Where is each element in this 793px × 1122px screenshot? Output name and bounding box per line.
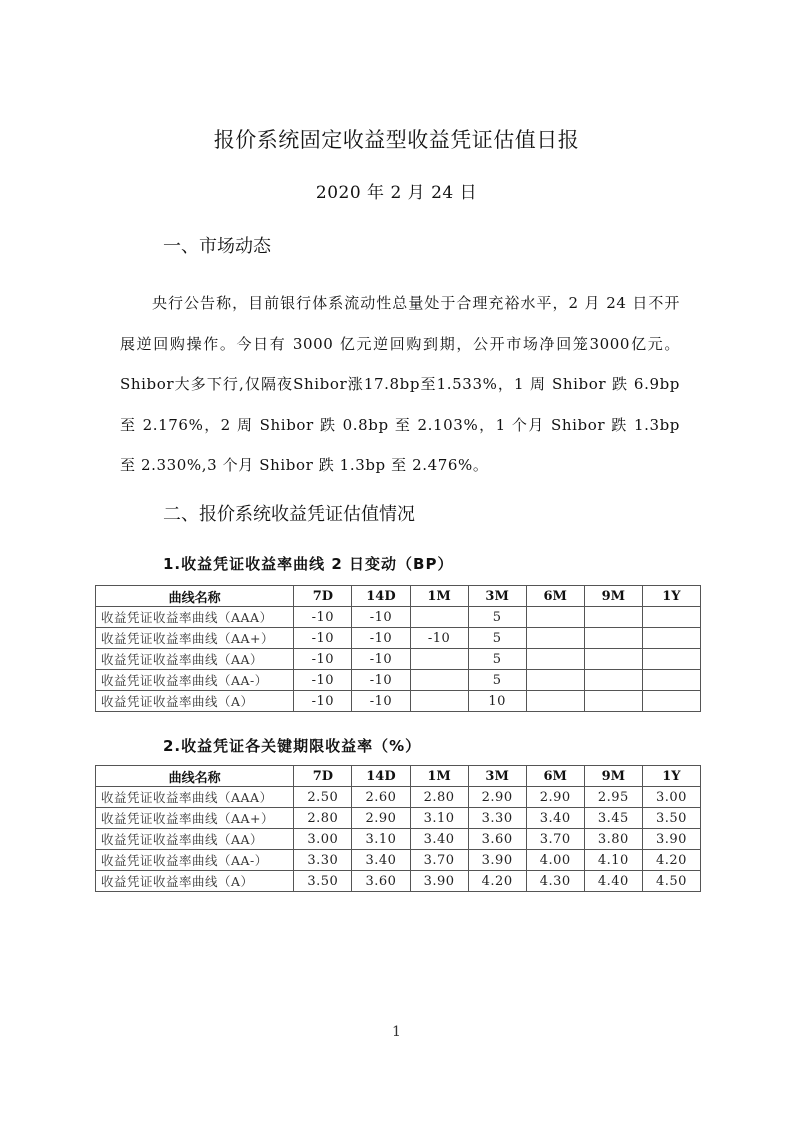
- value-cell: -10: [352, 691, 410, 712]
- column-header-3m: 3M: [468, 586, 526, 607]
- market-paragraph-text: 央行公告称，目前银行体系流动性总量处于合理充裕水平，2 月 24 日不开展逆回购操作。今日有 3000 亿元逆回购到期，公开市场净回笼3000亿元。Shibor大多下行,仅隔夜Shibor涨17.8bp至1.533%，1 周 Shibor 跌 6.9bp 至 2.176%，2 周 Shibor 跌 0.8bp 至 2.103%，1 个月 Shibor 跌 1.3bp 至 2.330%,3 个月 Shibor 跌 1.3bp 至 2.476%。: [120, 294, 680, 475]
- value-cell: 3.30: [294, 850, 352, 871]
- value-cell: -10: [410, 628, 468, 649]
- value-cell: 5: [468, 649, 526, 670]
- value-cell: 3.50: [294, 871, 352, 892]
- value-cell: 4.20: [642, 850, 700, 871]
- value-cell: 3.40: [526, 808, 584, 829]
- value-cell: [584, 607, 642, 628]
- value-cell: -10: [352, 649, 410, 670]
- value-cell: [584, 670, 642, 691]
- market-paragraph: [120, 283, 680, 486]
- value-cell: 3.10: [410, 808, 468, 829]
- table-row: [96, 691, 701, 712]
- value-cell: [642, 628, 700, 649]
- curve-name-cell: 收益凭证收益率曲线（AA）: [96, 829, 294, 850]
- table-row: [96, 628, 701, 649]
- value-cell: 10: [468, 691, 526, 712]
- table-header-row: [96, 586, 701, 607]
- value-cell: 2.80: [294, 808, 352, 829]
- value-cell: 3.00: [642, 787, 700, 808]
- curve-name-cell: 收益凭证收益率曲线（AA-）: [96, 850, 294, 871]
- table-row: [96, 670, 701, 691]
- value-cell: [584, 628, 642, 649]
- value-cell: [584, 691, 642, 712]
- value-cell: [410, 607, 468, 628]
- bp-change-table: [95, 585, 701, 712]
- table2-caption: 2.收益凭证各关键期限收益率（%）: [163, 737, 422, 755]
- value-cell: 4.50: [642, 871, 700, 892]
- value-cell: -10: [352, 607, 410, 628]
- value-cell: [526, 628, 584, 649]
- value-cell: 3.60: [468, 829, 526, 850]
- value-cell: 2.60: [352, 787, 410, 808]
- column-header-1y: 1Y: [642, 766, 700, 787]
- table-row: [96, 607, 701, 628]
- column-header-curve-name: 曲线名称: [96, 766, 294, 787]
- column-header-9m: 9M: [584, 586, 642, 607]
- value-cell: 3.40: [410, 829, 468, 850]
- value-cell: 4.40: [584, 871, 642, 892]
- value-cell: 3.10: [352, 829, 410, 850]
- value-cell: 3.00: [294, 829, 352, 850]
- value-cell: 5: [468, 670, 526, 691]
- column-header-6m: 6M: [526, 766, 584, 787]
- report-date: 2020 年 2 月 24 日: [315, 183, 478, 203]
- value-cell: [410, 649, 468, 670]
- value-cell: 3.70: [410, 850, 468, 871]
- value-cell: 4.10: [584, 850, 642, 871]
- table-row: [96, 850, 701, 871]
- column-header-7d: 7D: [294, 586, 352, 607]
- column-header-1y: 1Y: [642, 586, 700, 607]
- column-header-3m: 3M: [468, 766, 526, 787]
- table1-caption: 1.收益凭证收益率曲线 2 日变动（BP）: [163, 555, 454, 573]
- value-cell: -10: [294, 628, 352, 649]
- value-cell: [410, 691, 468, 712]
- value-cell: 3.30: [468, 808, 526, 829]
- curve-name-cell: 收益凭证收益率曲线（A）: [96, 691, 294, 712]
- value-cell: 2.80: [410, 787, 468, 808]
- section-heading-market: 一、市场动态: [163, 236, 271, 257]
- curve-name-cell: 收益凭证收益率曲线（AA+）: [96, 628, 294, 649]
- curve-name-cell: 收益凭证收益率曲线（A）: [96, 871, 294, 892]
- column-header-1m: 1M: [410, 586, 468, 607]
- value-cell: 3.90: [410, 871, 468, 892]
- value-cell: 4.30: [526, 871, 584, 892]
- value-cell: -10: [352, 670, 410, 691]
- value-cell: [642, 649, 700, 670]
- value-cell: 4.00: [526, 850, 584, 871]
- value-cell: 2.90: [352, 808, 410, 829]
- curve-name-cell: 收益凭证收益率曲线（AA）: [96, 649, 294, 670]
- table-header-row: [96, 766, 701, 787]
- table-row: [96, 871, 701, 892]
- value-cell: [526, 670, 584, 691]
- column-header-6m: 6M: [526, 586, 584, 607]
- value-cell: 2.95: [584, 787, 642, 808]
- document-title: 报价系统固定收益型收益凭证估值日报: [213, 128, 580, 152]
- value-cell: 4.20: [468, 871, 526, 892]
- value-cell: [410, 670, 468, 691]
- value-cell: -10: [294, 691, 352, 712]
- column-header-1m: 1M: [410, 766, 468, 787]
- value-cell: [526, 649, 584, 670]
- value-cell: [526, 607, 584, 628]
- value-cell: -10: [294, 649, 352, 670]
- column-header-14d: 14D: [352, 586, 410, 607]
- value-cell: [526, 691, 584, 712]
- curve-name-cell: 收益凭证收益率曲线（AA+）: [96, 808, 294, 829]
- value-cell: [584, 649, 642, 670]
- value-cell: [642, 607, 700, 628]
- value-cell: 3.90: [642, 829, 700, 850]
- column-header-9m: 9M: [584, 766, 642, 787]
- curve-name-cell: 收益凭证收益率曲线（AAA）: [96, 607, 294, 628]
- value-cell: 3.80: [584, 829, 642, 850]
- value-cell: [642, 691, 700, 712]
- value-cell: 3.60: [352, 871, 410, 892]
- value-cell: 5: [468, 607, 526, 628]
- value-cell: 2.90: [526, 787, 584, 808]
- value-cell: 3.45: [584, 808, 642, 829]
- column-header-14d: 14D: [352, 766, 410, 787]
- value-cell: -10: [294, 670, 352, 691]
- column-header-7d: 7D: [294, 766, 352, 787]
- value-cell: 3.50: [642, 808, 700, 829]
- table-row: [96, 787, 701, 808]
- curve-name-cell: 收益凭证收益率曲线（AA-）: [96, 670, 294, 691]
- column-header-curve-name: 曲线名称: [96, 586, 294, 607]
- value-cell: 3.40: [352, 850, 410, 871]
- value-cell: -10: [294, 607, 352, 628]
- value-cell: 2.50: [294, 787, 352, 808]
- table-row: [96, 829, 701, 850]
- curve-name-cell: 收益凭证收益率曲线（AAA）: [96, 787, 294, 808]
- value-cell: 3.90: [468, 850, 526, 871]
- page-number: 1: [392, 1024, 401, 1040]
- yield-table: [95, 765, 701, 892]
- value-cell: -10: [352, 628, 410, 649]
- value-cell: [642, 670, 700, 691]
- table-row: [96, 808, 701, 829]
- value-cell: 3.70: [526, 829, 584, 850]
- section-heading-valuation: 二、报价系统收益凭证估值情况: [163, 504, 415, 525]
- value-cell: 5: [468, 628, 526, 649]
- value-cell: 2.90: [468, 787, 526, 808]
- table-row: [96, 649, 701, 670]
